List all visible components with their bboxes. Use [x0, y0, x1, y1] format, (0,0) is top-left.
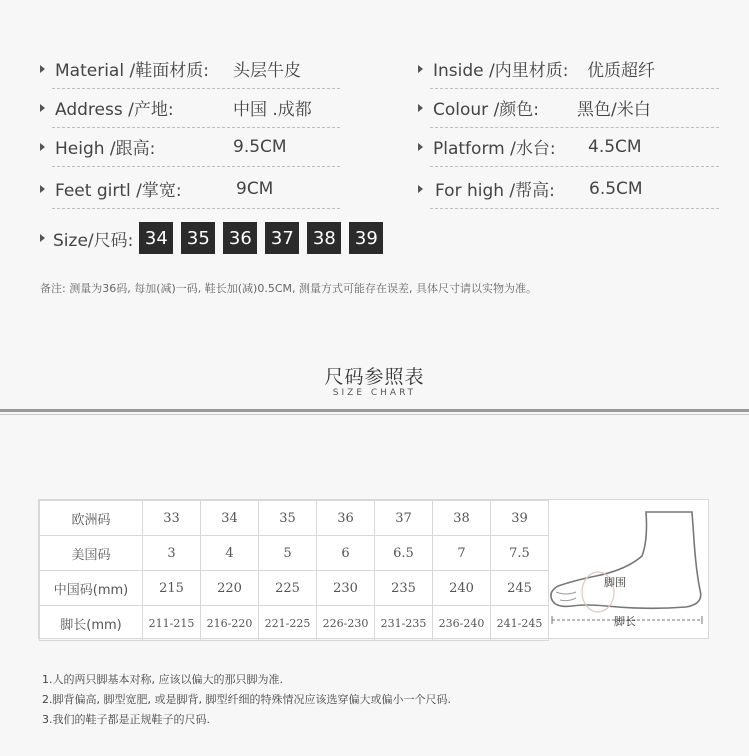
table-cell: 33 — [143, 501, 201, 536]
spec-row-heel-height — [52, 127, 340, 167]
table-cell: 38 — [433, 501, 491, 536]
table-cell: 5 — [259, 536, 317, 571]
spec-row-material — [52, 49, 340, 89]
table-cell: 230 — [317, 571, 375, 606]
table-cell: 7 — [433, 536, 491, 571]
size-selector — [40, 222, 391, 254]
row-header: 脚长(mm) — [40, 606, 143, 641]
size-option-35[interactable]: 35 — [181, 222, 215, 254]
tip-item: 1.人的两只脚基本对称, 应该以偏大的那只脚为准. — [42, 673, 283, 686]
bullet-arrow-icon — [418, 65, 423, 73]
bullet-arrow-icon — [418, 104, 423, 112]
spec-row-upper-height — [430, 169, 719, 209]
size-option-34[interactable]: 34 — [139, 222, 173, 254]
table-cell: 7.5 — [491, 536, 549, 571]
toe-lines — [556, 592, 576, 601]
table-cell: 35 — [259, 501, 317, 536]
spec-row-inside — [430, 49, 719, 89]
section-divider-thin — [0, 414, 749, 415]
size-tips — [42, 670, 451, 730]
bullet-arrow-icon — [40, 143, 45, 151]
foot-diagram — [546, 500, 708, 638]
row-header: 中国码(mm) — [40, 571, 143, 606]
bullet-arrow-icon — [418, 143, 423, 151]
spec-value: 9.5CM — [233, 136, 287, 157]
spec-row-platform — [430, 127, 719, 167]
size-option-38[interactable]: 38 — [307, 222, 341, 254]
bullet-arrow-icon — [40, 65, 45, 73]
table-cell: 231-235 — [375, 606, 433, 641]
spec-row-feet-width — [52, 169, 340, 209]
table-cell: 211-215 — [143, 606, 201, 641]
section-divider — [0, 409, 749, 412]
table-cell: 4 — [201, 536, 259, 571]
size-chart-subtitle: SIZE CHART — [332, 388, 417, 398]
spec-value: 中国 .成都 — [233, 100, 312, 120]
size-option-36[interactable]: 36 — [223, 222, 257, 254]
table-cell: 39 — [491, 501, 549, 536]
table-cell: 34 — [201, 501, 259, 536]
size-chart-title: 尺码参照表 — [324, 366, 425, 388]
table-cell: 6.5 — [375, 536, 433, 571]
table-row-us — [40, 536, 549, 571]
spec-value: 黑色/米白 — [577, 100, 651, 120]
table-cell: 216-220 — [201, 606, 259, 641]
table-cell: 36 — [317, 501, 375, 536]
table-cell: 6 — [317, 536, 375, 571]
table-cell: 215 — [143, 571, 201, 606]
spec-label: For high /帮高: — [435, 181, 555, 201]
bullet-arrow-icon — [40, 185, 45, 193]
spec-row-address — [52, 88, 340, 128]
bullet-arrow-icon — [40, 234, 45, 242]
size-option-37[interactable]: 37 — [265, 222, 299, 254]
table-cell: 240 — [433, 571, 491, 606]
table-cell: 226-230 — [317, 606, 375, 641]
table-row-foot-length — [40, 606, 549, 641]
table-cell: 221-225 — [259, 606, 317, 641]
size-label: Size/尺码: — [53, 230, 134, 251]
tip-item: 3.我们的鞋子都是正规鞋子的尺码. — [42, 713, 210, 726]
row-header: 美国码 — [40, 536, 143, 571]
bullet-arrow-icon — [418, 185, 423, 193]
size-option-39[interactable]: 39 — [349, 222, 383, 254]
spec-value: 4.5CM — [588, 136, 642, 157]
spec-label: Material /鞋面材质: — [55, 61, 209, 81]
row-header: 欧洲码 — [40, 501, 143, 536]
spec-value: 优质超纤 — [587, 61, 655, 81]
spec-label: Inside /内里材质: — [433, 61, 569, 81]
table-cell: 235 — [375, 571, 433, 606]
spec-value: 9CM — [236, 178, 274, 199]
table-cell: 241-245 — [491, 606, 549, 641]
girth-label: 脚围 — [604, 576, 626, 589]
table-cell: 236-240 — [433, 606, 491, 641]
table-row-eu — [40, 501, 549, 536]
spec-label: Colour /颜色: — [433, 100, 540, 120]
foot-outline — [551, 512, 701, 608]
table-row-cn — [40, 571, 549, 606]
spec-label: Heigh /跟高: — [55, 139, 156, 159]
bullet-arrow-icon — [40, 104, 45, 112]
size-table — [39, 500, 549, 641]
table-cell: 225 — [259, 571, 317, 606]
table-cell: 245 — [491, 571, 549, 606]
spec-value: 6.5CM — [589, 178, 643, 199]
spec-label: Address /产地: — [55, 100, 174, 120]
spec-label: Platform /水台: — [433, 139, 556, 159]
table-cell: 3 — [143, 536, 201, 571]
spec-label: Feet girtl /掌宽: — [55, 181, 182, 201]
tip-item: 2.脚背偏高, 脚型宽肥, 或是脚背, 脚型纤细的特殊情况应该选穿偏大或偏小一个尺码. — [42, 693, 451, 706]
length-label: 脚长 — [614, 615, 636, 628]
measurement-note: 备注: 测量为36码, 每加(减)一码, 鞋长加(减)0.5CM, 测量方式可能存在误差, 具体尺寸请以实物为准。 — [40, 282, 538, 295]
spec-value: 头层牛皮 — [233, 61, 301, 81]
spec-row-colour — [430, 88, 719, 128]
table-cell: 37 — [375, 501, 433, 536]
table-cell: 220 — [201, 571, 259, 606]
